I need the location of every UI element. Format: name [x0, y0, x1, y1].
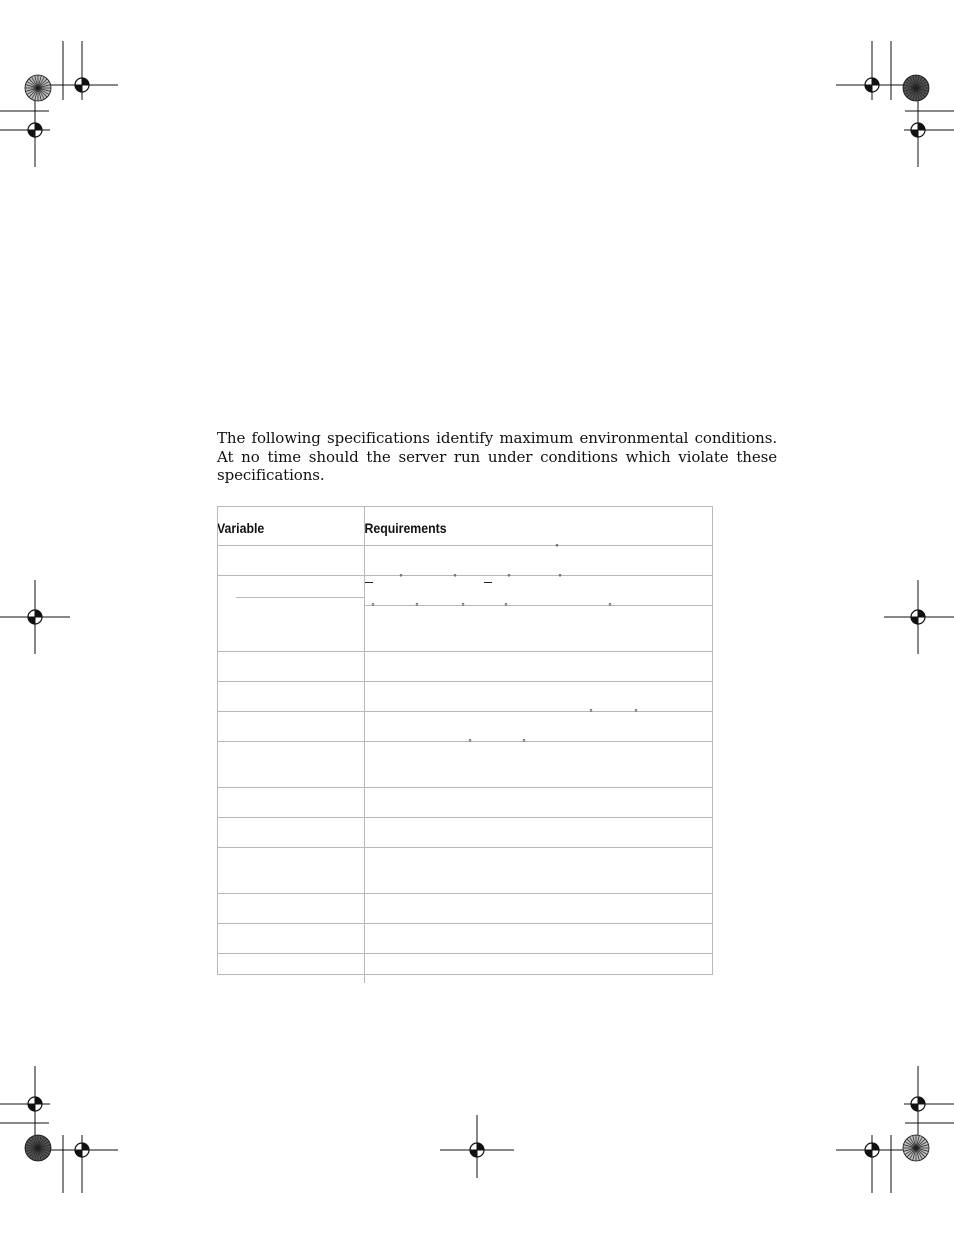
requirement-cell [364, 894, 712, 924]
table-row [217, 576, 712, 606]
sub-row-divider [236, 597, 364, 598]
variable-cell [217, 652, 364, 682]
variable-cell [217, 712, 364, 742]
requirement-cell [364, 924, 712, 954]
variable-cell [217, 742, 364, 788]
variable-cell [217, 546, 364, 576]
variable-cell [217, 606, 364, 652]
variable-cell [217, 894, 364, 924]
degree-mark: ° [522, 738, 526, 747]
variable-cell [217, 818, 364, 848]
variable-cell [217, 924, 364, 954]
intro-paragraph: The following specifications identify maximum environmental conditions. At no time should the server run under conditions which violate these specifications. [217, 429, 777, 484]
variable-cell [217, 848, 364, 894]
variable-cell [217, 954, 364, 984]
table-row [217, 606, 712, 652]
requirement-cell [364, 818, 712, 848]
degree-mark: ° [399, 573, 403, 582]
variable-cell [217, 576, 364, 606]
table-row [217, 924, 712, 954]
header-variable: Variable [217, 520, 265, 536]
requirement-cell [364, 606, 712, 652]
requirement-cell [364, 788, 712, 818]
degree-mark: ° [371, 602, 375, 611]
environmental-spec-table [217, 506, 712, 983]
requirement-cell [364, 543, 712, 576]
table-row [217, 546, 712, 576]
degree-mark: ° [558, 573, 562, 582]
requirement-cell [364, 742, 712, 788]
header-requirements: Requirements [364, 506, 670, 546]
degree-mark: ° [507, 573, 511, 582]
degree-mark: ° [634, 708, 638, 717]
variable-cell [217, 788, 364, 818]
requirement-cell [364, 848, 712, 894]
table-row [217, 954, 712, 984]
degree-mark: ° [415, 602, 419, 611]
degree-mark: ° [504, 602, 508, 611]
degree-mark: ° [555, 543, 559, 552]
degree-mark: ° [608, 602, 612, 611]
table-row [217, 652, 712, 682]
table-header-row [217, 506, 712, 546]
requirement-cell [364, 954, 712, 984]
table-row [217, 818, 712, 848]
table-row [217, 682, 712, 712]
degree-mark: ° [468, 738, 472, 747]
requirement-cell [364, 682, 712, 712]
variable-cell [217, 682, 364, 712]
underline-mark [484, 582, 492, 583]
degree-mark: ° [453, 573, 457, 582]
underline-mark [365, 582, 373, 583]
requirement-cell [364, 652, 712, 682]
table-row [217, 894, 712, 924]
degree-mark: ° [589, 708, 593, 717]
requirement-cell [364, 573, 712, 606]
table-row [217, 742, 712, 788]
requirement-cell [364, 712, 712, 742]
degree-mark: ° [461, 602, 465, 611]
table-row [217, 848, 712, 894]
table-row [217, 788, 712, 818]
